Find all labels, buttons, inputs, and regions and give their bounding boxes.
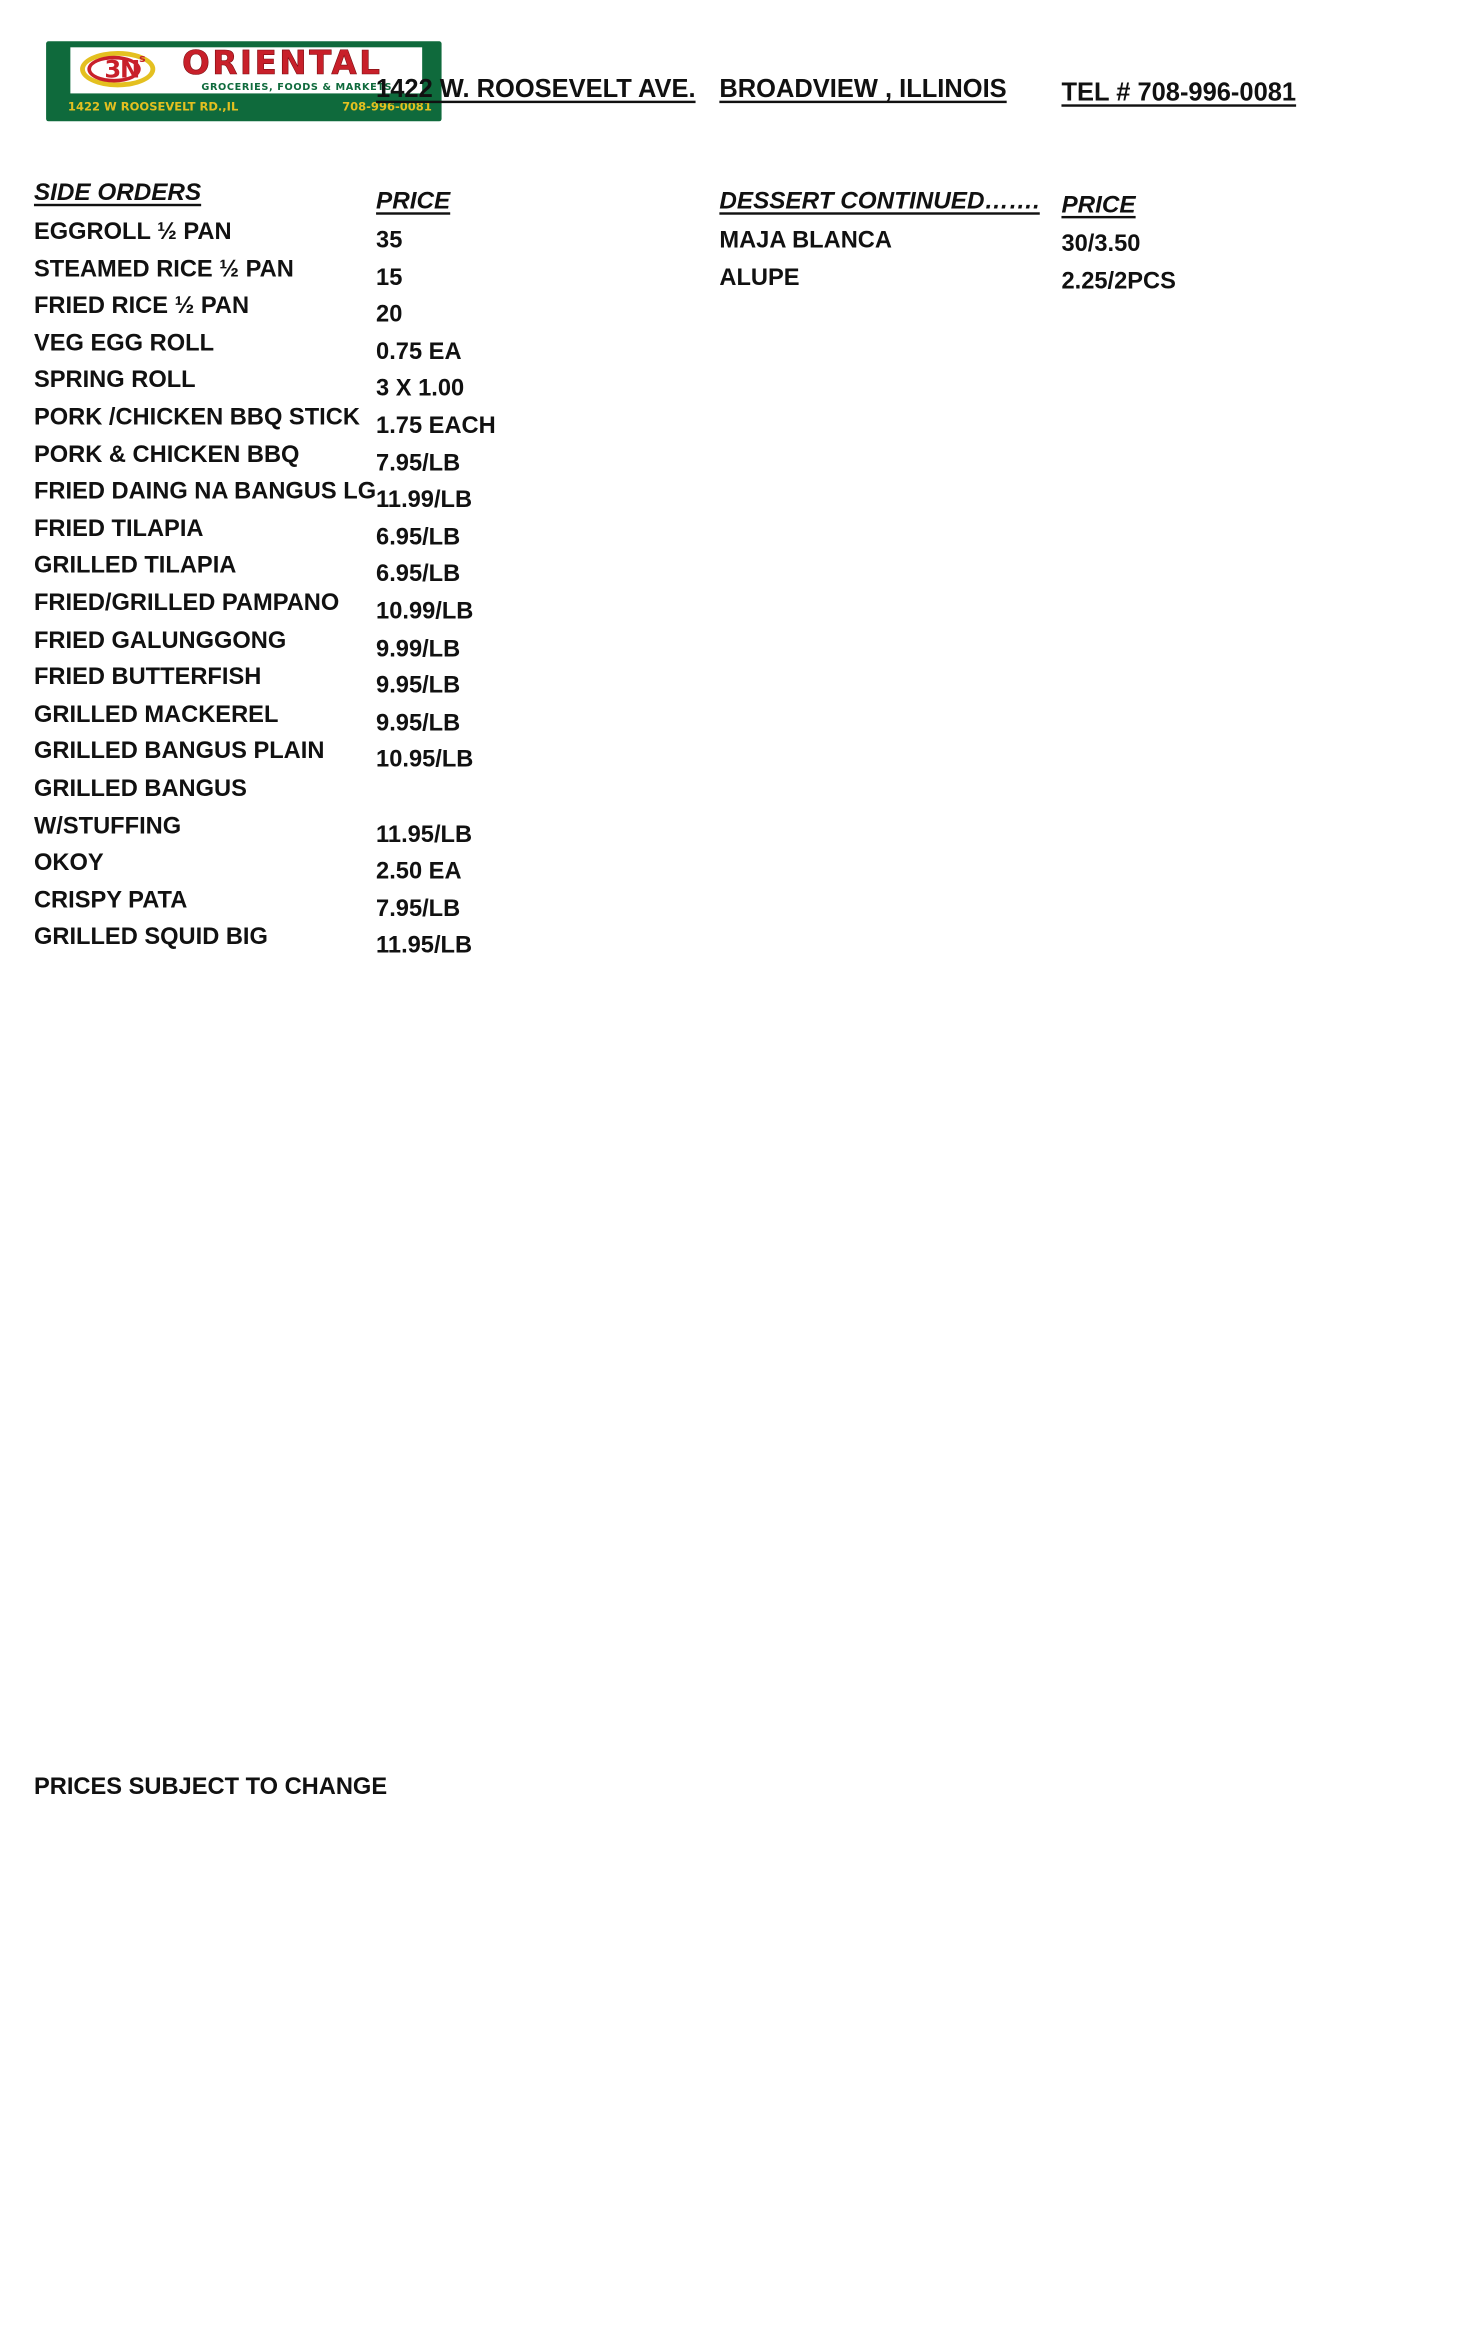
side-order-item-price: 10.95/LB xyxy=(376,746,474,774)
logo-tagline: GROCERIES, FOODS & MARKETS xyxy=(201,81,393,93)
side-order-item-name: PORK & CHICKEN BBQ xyxy=(33,441,300,468)
logo-foot-address: 1422 W ROOSEVELT RD.,IL xyxy=(67,100,239,115)
dessert-item-name: MAJA BLANCA xyxy=(719,226,892,254)
side-order-item-price: 7.95/LB xyxy=(376,895,461,922)
price-disclaimer: PRICES SUBJECT TO CHANGE xyxy=(33,1773,388,1801)
side-order-item-price: 1.75 EACH xyxy=(376,412,496,440)
store-address: 1422 W. ROOSEVELT AVE. xyxy=(376,75,696,104)
dessert-heading: DESSERT CONTINUED……. xyxy=(719,188,1040,215)
side-orders-heading: SIDE ORDERS xyxy=(33,179,202,207)
side-order-item-name: STEAMED RICE ½ PAN xyxy=(33,255,294,283)
side-order-item-name: GRILLED MACKEREL xyxy=(33,700,279,728)
side-order-item-name: FRIED GALUNGGONG xyxy=(33,626,287,654)
dessert-item-name: ALUPE xyxy=(719,264,800,292)
side-order-item-name: GRILLED BANGUS xyxy=(33,775,247,802)
side-order-item-price: 7.95/LB xyxy=(376,449,461,477)
side-order-item-name: FRIED TILAPIA xyxy=(33,515,204,543)
side-order-item-price: 6.95/LB xyxy=(376,523,461,551)
dessert-item-price: 30/3.50 xyxy=(1061,230,1141,258)
dessert-item-price: 2.25/2PCS xyxy=(1061,268,1176,295)
dessert-price-heading: PRICE xyxy=(1061,191,1136,219)
store-city: BROADVIEW , ILLINOIS xyxy=(719,75,1007,104)
side-order-item-price: 9.95/LB xyxy=(376,709,461,737)
store-phone: TEL # 708-996-0081 xyxy=(1061,78,1297,107)
side-order-item-name: GRILLED BANGUS PLAIN xyxy=(33,738,325,765)
side-order-item-name: VEG EGG ROLL xyxy=(33,329,215,357)
logo-foot-phone: 708-996-0081 xyxy=(342,100,432,115)
logo-name: ORIENTAL xyxy=(181,44,383,83)
side-order-item-name: FRIED BUTTERFISH xyxy=(33,663,262,691)
side-order-item-name: GRILLED TILAPIA xyxy=(33,552,237,580)
side-order-item-name: W/STUFFING xyxy=(33,812,182,839)
side-order-item-price: 35 xyxy=(376,226,403,254)
side-order-item-name: PORK /CHICKEN BBQ STICK xyxy=(33,403,360,431)
side-order-item-name: CRISPY PATA xyxy=(33,886,188,914)
side-order-item-price: 9.99/LB xyxy=(376,635,461,662)
side-orders-price-heading: PRICE xyxy=(376,188,451,215)
side-order-item-name: SPRING ROLL xyxy=(33,366,196,394)
side-order-item-price: 11.95/LB xyxy=(376,932,473,959)
side-order-item-price: 0.75 EA xyxy=(376,338,462,365)
logo-band xyxy=(70,44,422,93)
side-order-item-name: OKOY xyxy=(33,849,104,877)
logo-mark: $3N^s$ xyxy=(104,53,145,84)
side-order-item-price: 15 xyxy=(376,263,403,291)
side-order-item-name: FRIED RICE ½ PAN xyxy=(33,292,250,320)
side-order-item-price: 11.99/LB xyxy=(376,486,473,514)
side-order-item-price: 2.50 EA xyxy=(376,857,462,885)
side-order-item-name: GRILLED SQUID BIG xyxy=(33,923,268,951)
side-order-item-price: 20 xyxy=(376,301,403,328)
side-order-item-price: 9.95/LB xyxy=(376,672,461,699)
side-order-item-price: 10.99/LB xyxy=(376,598,474,625)
side-order-item-price: 3 X 1.00 xyxy=(376,375,465,403)
side-order-item-name: FRIED/GRILLED PAMPANO xyxy=(33,589,340,617)
side-order-item-price: 6.95/LB xyxy=(376,560,461,588)
side-order-item-name: FRIED DAING NA BANGUS LG xyxy=(33,478,377,505)
side-order-item-price: 11.95/LB xyxy=(376,820,473,848)
side-order-item-name: EGGROLL ½ PAN xyxy=(33,218,232,246)
